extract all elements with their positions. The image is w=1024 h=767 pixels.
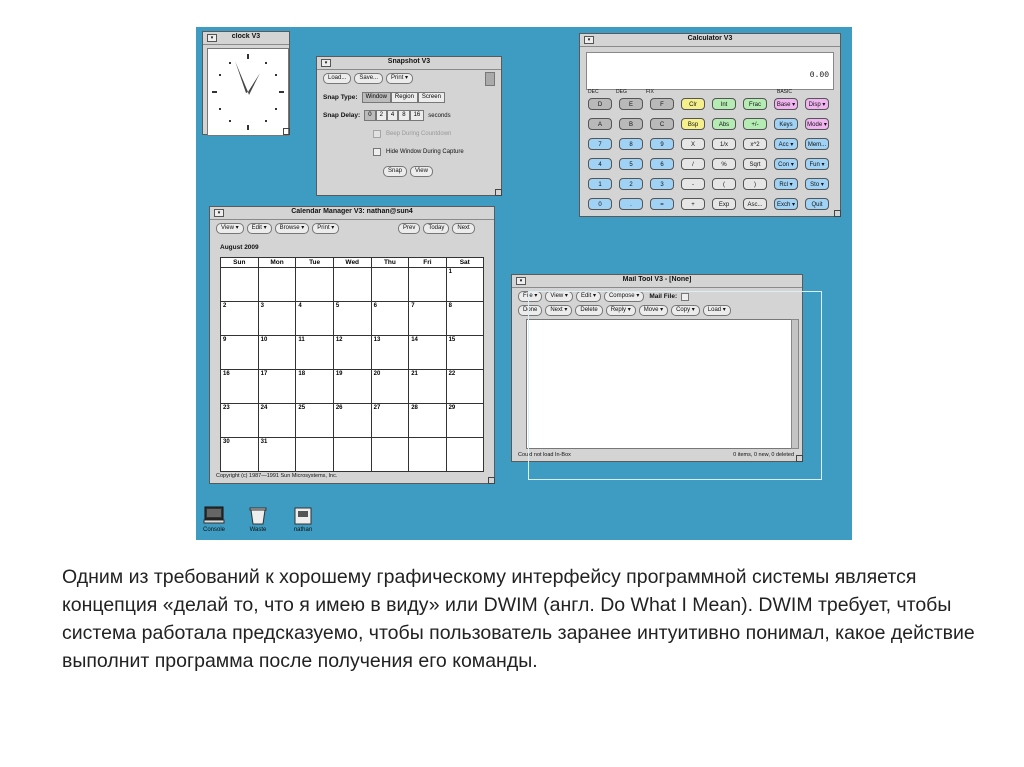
today-button[interactable]: Today [423, 223, 449, 234]
day-cell[interactable]: 22 [446, 370, 483, 404]
save-button[interactable]: Save... [354, 73, 383, 84]
calc-key[interactable]: Clr [681, 98, 705, 110]
waste-desktop-icon[interactable] [244, 505, 272, 533]
calculator-window[interactable] [579, 33, 841, 217]
delay-16[interactable]: 16 [410, 110, 425, 121]
calc-key[interactable]: B [619, 118, 643, 130]
waste-label: Waste [249, 527, 267, 533]
snapshot-title: Snapshot V3 [387, 58, 431, 65]
display-value: 0.00 [809, 71, 829, 80]
mail-title: Mail Tool V3 - [None] [622, 276, 692, 283]
day-cell[interactable]: 4 [296, 302, 333, 336]
calc-key[interactable]: 0 [588, 198, 612, 210]
week-row [221, 404, 484, 438]
day-cell[interactable] [258, 268, 296, 302]
day-cell[interactable]: 18 [296, 370, 333, 404]
week-row [221, 268, 484, 302]
month-title: August 2009 [220, 244, 259, 251]
day-cell[interactable]: 5 [333, 302, 371, 336]
week-row [221, 302, 484, 336]
calc-key[interactable]: ( [712, 178, 736, 190]
copy-button[interactable]: Copy ▾ [671, 305, 700, 316]
reply-button[interactable]: Reply ▾ [606, 305, 636, 316]
resize-corner[interactable] [283, 128, 290, 135]
day-cell[interactable]: 12 [333, 336, 371, 370]
day-cell[interactable]: 24 [258, 404, 296, 438]
calc-key[interactable]: 3 [650, 178, 674, 190]
clock-title: clock V3 [231, 33, 261, 40]
calendar-nav [398, 223, 478, 234]
browse-menu-button[interactable]: Browse ▾ [275, 223, 310, 234]
window-menu-icon[interactable]: ▾ [321, 59, 331, 67]
mailbox-icon [292, 505, 314, 525]
calc-key[interactable]: Con ▾ [774, 158, 798, 170]
calc-key[interactable]: = [650, 198, 674, 210]
day-cell[interactable]: 27 [371, 404, 409, 438]
drag-outline [528, 291, 822, 480]
day-cell[interactable]: 1 [446, 268, 483, 302]
day-cell[interactable] [333, 438, 371, 472]
day-cell[interactable]: 15 [446, 336, 483, 370]
day-cell[interactable]: 3 [258, 302, 296, 336]
calc-key[interactable]: 1/x [712, 138, 736, 150]
hide-row [373, 148, 464, 156]
day-cell[interactable] [409, 438, 446, 472]
day-cell[interactable]: 6 [371, 302, 409, 336]
calc-key[interactable]: 1 [588, 178, 612, 190]
day-cell[interactable]: 28 [409, 404, 446, 438]
calc-key[interactable]: Sto ▾ [805, 178, 829, 190]
day-cell[interactable]: 21 [409, 370, 446, 404]
calc-key[interactable]: D [588, 98, 612, 110]
calc-key[interactable]: Sqrt [743, 158, 767, 170]
edit-menu-button[interactable]: Edit ▾ [247, 223, 272, 234]
calc-key[interactable]: . [619, 198, 643, 210]
clock-window[interactable] [202, 31, 290, 135]
resize-corner[interactable] [834, 210, 841, 217]
calculator-titlebar[interactable] [580, 34, 840, 47]
seconds-label: seconds [428, 112, 451, 119]
day-cell[interactable] [371, 268, 409, 302]
calc-key[interactable]: Keys [774, 118, 798, 130]
caption-text: Одним из требований к хорошему графическому интерфейсу программной системы является концепция «делай то, что я имею в виду» или DWIM (англ. Do What I Mean). DWIM требует, чтобы система работала предсказуемо, чтобы пользователь заранее интуитивно понимал, какое действие выполнит программа после получения его команды. [62, 566, 975, 672]
day-cell[interactable]: 20 [371, 370, 409, 404]
day-cell[interactable]: 30 [221, 438, 259, 472]
status-right: 0 items, 0 new, 0 deleted [733, 452, 794, 458]
weekday-header: Fri [409, 258, 446, 268]
weekday-header: Thu [371, 258, 409, 268]
hide-label: Hide Window During Capture [386, 149, 464, 155]
mail-titlebar[interactable] [512, 275, 802, 288]
calendar-title: Calendar Manager V3: nathan@sun4 [291, 208, 413, 215]
console-desktop-icon[interactable] [198, 505, 230, 533]
weekday-header: Mon [258, 258, 296, 268]
clock-titlebar[interactable] [203, 32, 289, 45]
day-cell[interactable]: 16 [221, 370, 259, 404]
snap-button[interactable]: Snap [383, 166, 407, 177]
beep-label: Beep During Countdown [386, 131, 452, 137]
calc-key[interactable]: 7 [588, 138, 612, 150]
print-menu-button[interactable]: Print ▾ [312, 223, 339, 234]
calendar-titlebar[interactable] [210, 207, 494, 220]
calc-key[interactable]: Int [712, 98, 736, 110]
snap-delay-row [323, 110, 451, 121]
snap-delay-label: Snap Delay: [323, 112, 361, 119]
print-button[interactable]: Print ▾ [386, 73, 413, 84]
beep-checkbox[interactable] [373, 130, 381, 138]
calculator-display [586, 52, 834, 90]
resize-corner[interactable] [495, 189, 502, 196]
calc-key[interactable]: ) [743, 178, 767, 190]
mode-display: FIX [646, 89, 654, 95]
calc-key[interactable]: Abs [712, 118, 736, 130]
status-left: Could not load In-Box [518, 452, 571, 458]
resize-corner[interactable] [488, 477, 495, 484]
calc-key[interactable]: Acc ▾ [774, 138, 798, 150]
hide-checkbox[interactable] [373, 148, 381, 156]
scrollbar-thumb[interactable] [485, 72, 495, 86]
calc-key[interactable]: Asc... [743, 198, 767, 210]
calc-key[interactable]: 8 [619, 138, 643, 150]
calc-key[interactable]: 5 [619, 158, 643, 170]
mode-calc: BASIC [777, 89, 793, 95]
week-row [221, 438, 484, 472]
console-label: Console [202, 527, 225, 533]
calc-key[interactable]: 9 [650, 138, 674, 150]
day-cell[interactable] [296, 438, 333, 472]
calc-key[interactable]: Mem... [805, 138, 829, 150]
done-button[interactable]: Done [518, 305, 542, 316]
day-cell[interactable]: 23 [221, 404, 259, 438]
calc-key[interactable]: A [588, 118, 612, 130]
nathan-label: nathan [293, 527, 313, 533]
snap-type-region[interactable]: Region [391, 92, 418, 103]
load-button[interactable]: Load... [323, 73, 351, 84]
window-menu-icon[interactable]: ▾ [584, 36, 594, 44]
day-cell[interactable]: 26 [333, 404, 371, 438]
window-menu-icon[interactable]: ▾ [214, 209, 224, 217]
calendar-toolbar [216, 223, 342, 234]
desktop [196, 27, 852, 540]
calc-key[interactable]: Frac [743, 98, 767, 110]
view-menu-button[interactable]: View ▾ [545, 291, 573, 302]
snapshot-toolbar [323, 73, 416, 84]
calc-key[interactable]: Disp ▾ [805, 98, 829, 110]
calc-key[interactable]: Mode ▾ [805, 118, 829, 130]
calc-key[interactable]: F [650, 98, 674, 110]
day-cell[interactable] [446, 438, 483, 472]
trash-icon [247, 505, 269, 525]
delay-2[interactable]: 2 [376, 110, 387, 121]
week-row [221, 370, 484, 404]
calc-key[interactable]: Exch ▾ [774, 198, 798, 210]
calc-key[interactable]: X [681, 138, 705, 150]
weekday-header: Wed [333, 258, 371, 268]
file-menu-button[interactable]: File ▾ [518, 291, 542, 302]
copyright-text: Copyright (c) 1987—1991 Sun Microsystems, Inc. [216, 473, 338, 479]
nathan-desktop-icon[interactable] [288, 505, 318, 533]
day-cell[interactable]: 25 [296, 404, 333, 438]
day-cell[interactable]: 19 [333, 370, 371, 404]
calc-key[interactable]: Quit [805, 198, 829, 210]
snapshot-titlebar[interactable] [317, 57, 501, 70]
day-cell[interactable] [221, 268, 259, 302]
delete-button[interactable]: Delete [575, 305, 602, 316]
calc-key[interactable]: - [681, 178, 705, 190]
snap-type-label: Snap Type: [323, 94, 358, 101]
calc-key[interactable]: % [712, 158, 736, 170]
next-button[interactable]: Next ▾ [545, 305, 572, 316]
day-cell[interactable] [371, 438, 409, 472]
day-cell[interactable]: 7 [409, 302, 446, 336]
mail-file-label: Mail File: [649, 293, 678, 300]
window-menu-icon[interactable]: ▾ [207, 34, 217, 42]
snap-type-screen[interactable]: Screen [418, 92, 445, 103]
delay-8[interactable]: 8 [398, 110, 409, 121]
clock-icon [208, 49, 288, 135]
monitor-icon [203, 505, 225, 525]
calc-key[interactable]: Fun ▾ [805, 158, 829, 170]
delay-4[interactable]: 4 [387, 110, 398, 121]
weekday-header: Tue [296, 258, 333, 268]
mode-trig: DEG [616, 89, 627, 95]
calc-key[interactable]: E [619, 98, 643, 110]
day-cell[interactable]: 11 [296, 336, 333, 370]
compose-menu-button[interactable]: Compose ▾ [604, 291, 644, 302]
snapshot-actions [383, 166, 436, 177]
day-cell[interactable]: 17 [258, 370, 296, 404]
calc-key[interactable]: Bsp [681, 118, 705, 130]
month-grid [220, 257, 484, 472]
window-menu-icon[interactable]: ▾ [516, 277, 526, 285]
snap-type-window[interactable]: Window [362, 92, 391, 103]
week-row [221, 336, 484, 370]
prev-button[interactable]: Prev [398, 223, 420, 234]
day-cell[interactable]: 9 [221, 336, 259, 370]
day-cell[interactable] [333, 268, 371, 302]
view-menu-button[interactable]: View ▾ [216, 223, 244, 234]
calc-key[interactable]: Base ▾ [774, 98, 798, 110]
weekday-header: Sat [446, 258, 483, 268]
delay-0[interactable]: 0 [364, 110, 375, 121]
calc-key[interactable]: 4 [588, 158, 612, 170]
calc-key[interactable]: +/- [743, 118, 767, 130]
clock-face [207, 48, 289, 136]
calculator-title: Calculator V3 [687, 35, 733, 42]
snap-type-row [323, 92, 445, 103]
calc-key[interactable]: Exp [712, 198, 736, 210]
mode-base: DEC [588, 89, 599, 95]
calendar-window[interactable] [209, 206, 495, 484]
calc-key[interactable]: x^2 [743, 138, 767, 150]
calc-key[interactable]: / [681, 158, 705, 170]
day-cell[interactable]: 31 [258, 438, 296, 472]
calc-key[interactable]: 2 [619, 178, 643, 190]
calc-key[interactable]: + [681, 198, 705, 210]
day-cell[interactable]: 10 [258, 336, 296, 370]
next-button[interactable]: Next [452, 223, 474, 234]
day-cell[interactable]: 14 [409, 336, 446, 370]
beep-row [373, 130, 451, 138]
snapshot-window[interactable] [316, 56, 502, 196]
view-button[interactable]: View [410, 166, 433, 177]
weekday-header: Sun [221, 258, 259, 268]
day-cell[interactable]: 29 [446, 404, 483, 438]
day-cell[interactable] [409, 268, 446, 302]
edit-menu-button[interactable]: Edit ▾ [576, 291, 601, 302]
calc-key[interactable]: Rcl ▾ [774, 178, 798, 190]
day-cell[interactable] [296, 268, 333, 302]
day-cell[interactable]: 8 [446, 302, 483, 336]
day-cell[interactable]: 13 [371, 336, 409, 370]
load-button[interactable]: Load ▾ [703, 305, 731, 316]
calc-key[interactable]: 6 [650, 158, 674, 170]
day-cell[interactable]: 2 [221, 302, 259, 336]
move-button[interactable]: Move ▾ [639, 305, 668, 316]
calc-key[interactable]: C [650, 118, 674, 130]
